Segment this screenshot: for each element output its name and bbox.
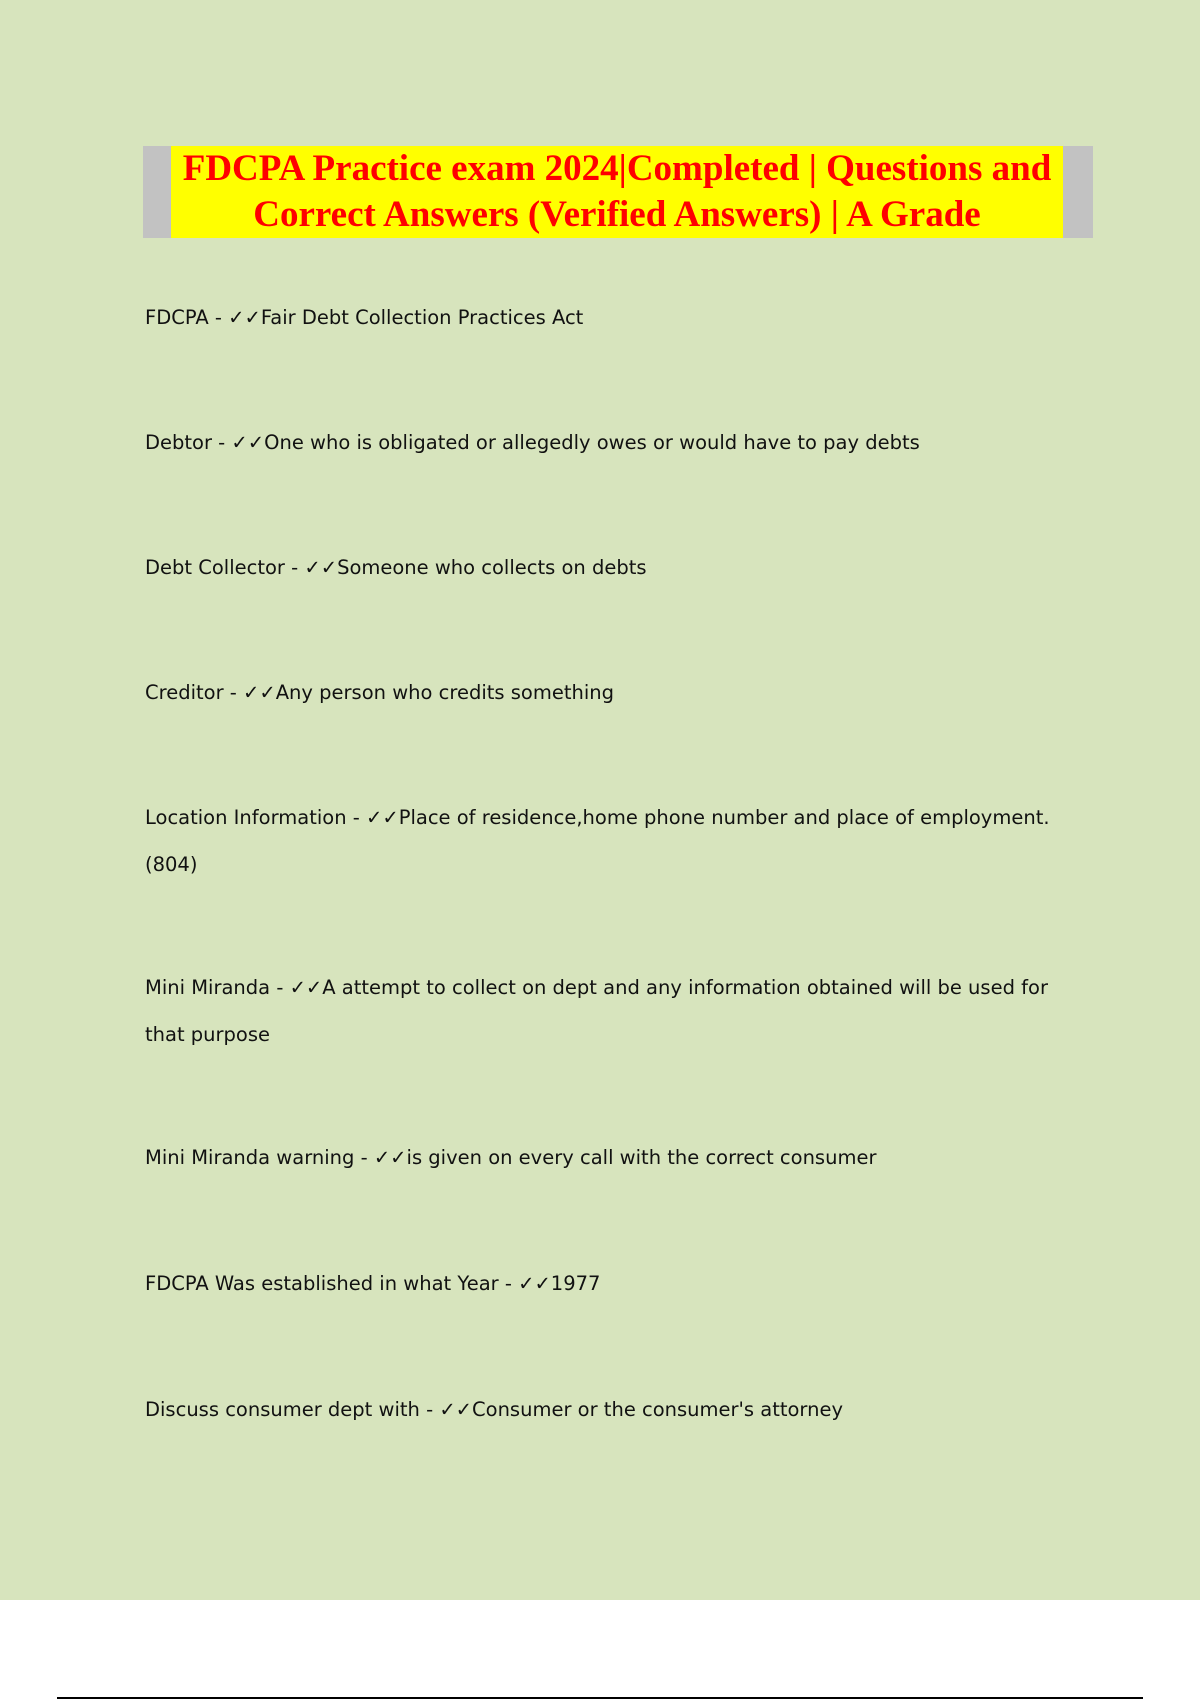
- qa-answer: Someone who collects on debts: [337, 556, 647, 579]
- qa-term: Mini Miranda warning: [145, 1146, 355, 1169]
- qa-separator: -: [211, 431, 232, 454]
- qa-separator: -: [284, 556, 305, 579]
- qa-term: Creditor: [145, 681, 224, 704]
- double-check-icon: ✓✓: [243, 681, 276, 704]
- qa-separator: -: [346, 806, 366, 829]
- qa-term: Mini Miranda: [145, 976, 271, 999]
- double-check-icon: ✓✓: [228, 306, 261, 329]
- qa-answer: is given on every call with the correct consumer: [406, 1146, 877, 1169]
- double-check-icon: ✓✓: [304, 556, 338, 579]
- qa-item-mini-miranda-warning: [145, 1134, 1085, 1181]
- double-check-icon: ✓✓: [289, 976, 323, 999]
- qa-item-fdcpa-year: [145, 1260, 1085, 1307]
- qa-term: FDCPA Was established in what Year: [145, 1272, 499, 1295]
- qa-answer: One who is obligated or allegedly owes or would have to pay debts: [264, 431, 920, 454]
- double-check-icon: ✓✓: [518, 1272, 551, 1295]
- qa-answer: Consumer or the consumer's attorney: [472, 1398, 844, 1421]
- double-check-icon: ✓✓: [439, 1398, 473, 1421]
- qa-answer: Any person who credits something: [275, 681, 614, 704]
- qa-item-debtor: [145, 419, 1085, 466]
- qa-separator: -: [498, 1272, 519, 1295]
- qa-answer: Place of residence,home phone number and place of employment. (804): [145, 806, 1050, 876]
- qa-item-creditor: [145, 669, 1085, 716]
- qa-answer: Fair Debt Collection Practices Act: [260, 306, 584, 329]
- qa-separator: -: [270, 976, 290, 999]
- qa-answer: A attempt to collect on dept and any information obtained will be used for that purpose: [145, 976, 1048, 1046]
- double-check-icon: ✓✓: [373, 1146, 407, 1169]
- qa-item-mini-miranda: [145, 964, 1085, 1058]
- qa-answer: 1977: [550, 1272, 601, 1295]
- qa-item-debt-collector: [145, 544, 1085, 591]
- qa-separator: -: [354, 1146, 374, 1169]
- qa-item-discuss-consumer-dept: [145, 1386, 1085, 1433]
- qa-term: Location Information: [145, 806, 347, 829]
- document-title: FDCPA Practice exam 2024|Completed | Questions and Correct Answers (Verified Answers) | A Grade: [171, 146, 1063, 238]
- qa-separator: -: [223, 681, 244, 704]
- qa-separator: -: [419, 1398, 440, 1421]
- double-check-icon: ✓✓: [366, 806, 399, 829]
- qa-term: Debt Collector: [145, 556, 285, 579]
- qa-separator: -: [208, 306, 229, 329]
- qa-term: Discuss consumer dept with: [145, 1398, 420, 1421]
- qa-item-location-information: [145, 794, 1085, 888]
- double-check-icon: ✓✓: [231, 431, 265, 454]
- qa-term: Debtor: [145, 431, 212, 454]
- qa-term: FDCPA: [145, 306, 209, 329]
- qa-item-fdcpa: [145, 294, 1085, 341]
- footer-rule: [57, 1697, 1143, 1699]
